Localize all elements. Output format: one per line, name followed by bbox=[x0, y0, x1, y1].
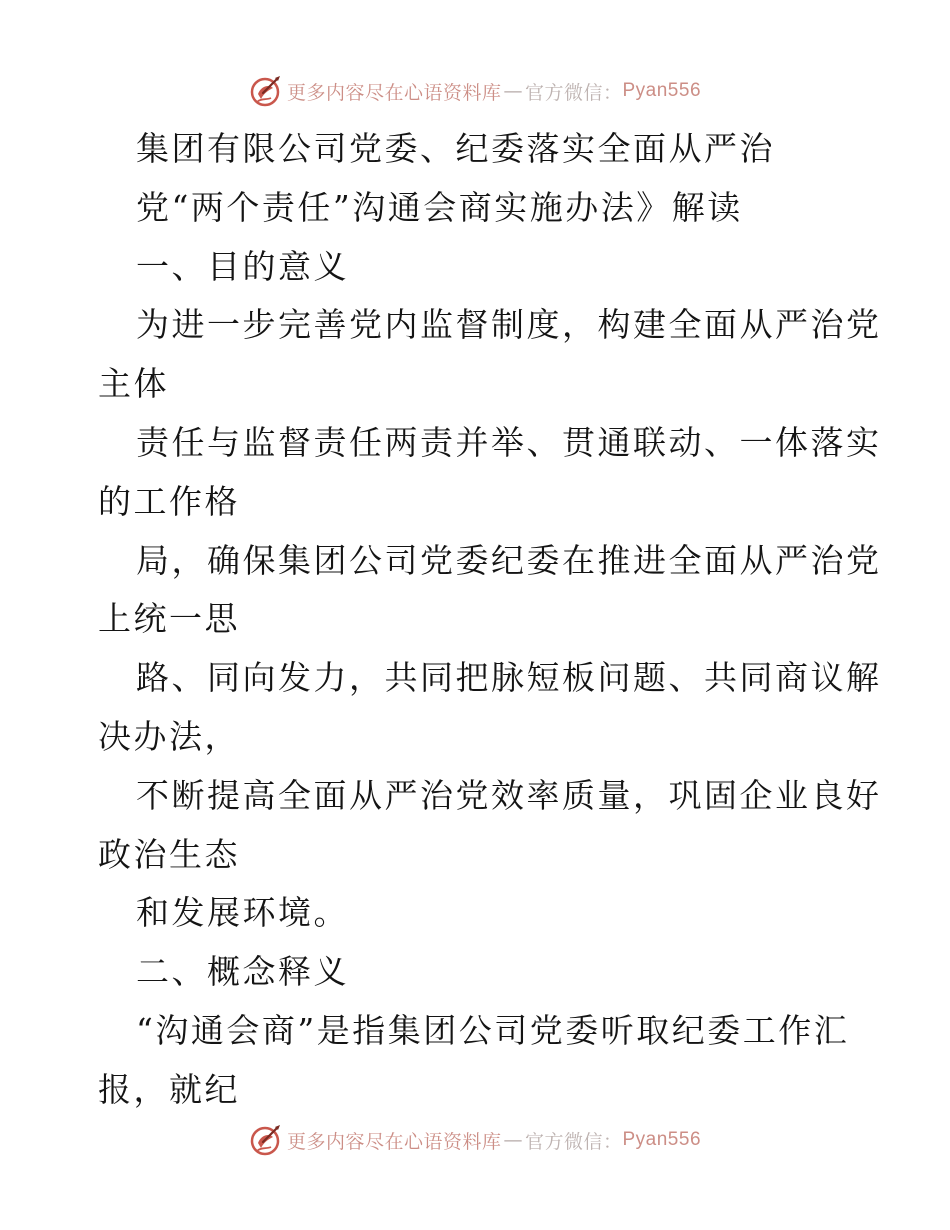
paragraph-line: 责任与监督责任两责并举、贯通联动、一体落实 bbox=[136, 422, 882, 462]
banner-wechat-id: Pyan556 bbox=[622, 80, 702, 101]
paragraph-line: 政治生态 bbox=[98, 834, 240, 874]
paragraph-line: “沟通会商”是指集团公司党委听取纪委工作汇 bbox=[136, 1010, 850, 1050]
paragraph-line: 路、同向发力，共同把脉短板问题、共同商议解 bbox=[136, 658, 882, 698]
footer-banner bbox=[0, 1120, 950, 1160]
title-line-1: 集团有限公司党委、纪委落实全面从严治 bbox=[136, 129, 775, 168]
pen-logo-icon bbox=[249, 74, 283, 108]
banner-wechat-label: 官方微信： bbox=[524, 1130, 623, 1153]
banner-wechat-label: 官方微信： bbox=[524, 81, 623, 104]
section-heading-2: 二、概念释义 bbox=[136, 952, 349, 992]
paragraph-line: 和发展环境。 bbox=[136, 893, 349, 933]
section-heading-1: 一、目的意义 bbox=[136, 246, 349, 286]
paragraph-line: 报，就纪 bbox=[98, 1069, 240, 1109]
banner-separator: — bbox=[503, 80, 523, 102]
paragraph-line: 为进一步完善党内监督制度，构建全面从严治党 bbox=[136, 305, 882, 345]
paragraph-line: 上统一思 bbox=[98, 599, 240, 639]
banner-text: 更多内容尽在心语资料库 bbox=[286, 1130, 502, 1153]
paragraph-line: 主体 bbox=[98, 364, 169, 404]
paragraph-line: 局，确保集团公司党委纪委在推进全面从严治党 bbox=[136, 540, 882, 580]
banner-separator: — bbox=[503, 1129, 523, 1151]
paragraph-line: 的工作格 bbox=[98, 481, 240, 521]
banner-text: 更多内容尽在心语资料库 bbox=[286, 81, 502, 104]
header-banner bbox=[0, 71, 950, 111]
document-body bbox=[98, 120, 882, 1120]
paragraph-line: 决办法， bbox=[98, 716, 240, 756]
banner-wechat-id: Pyan556 bbox=[622, 1129, 702, 1150]
title-line-2: 党“两个责任”沟通会商实施办法》解读 bbox=[136, 187, 743, 227]
pen-logo-icon bbox=[249, 1123, 283, 1157]
paragraph-line: 不断提高全面从严治党效率质量，巩固企业良好 bbox=[136, 775, 882, 815]
